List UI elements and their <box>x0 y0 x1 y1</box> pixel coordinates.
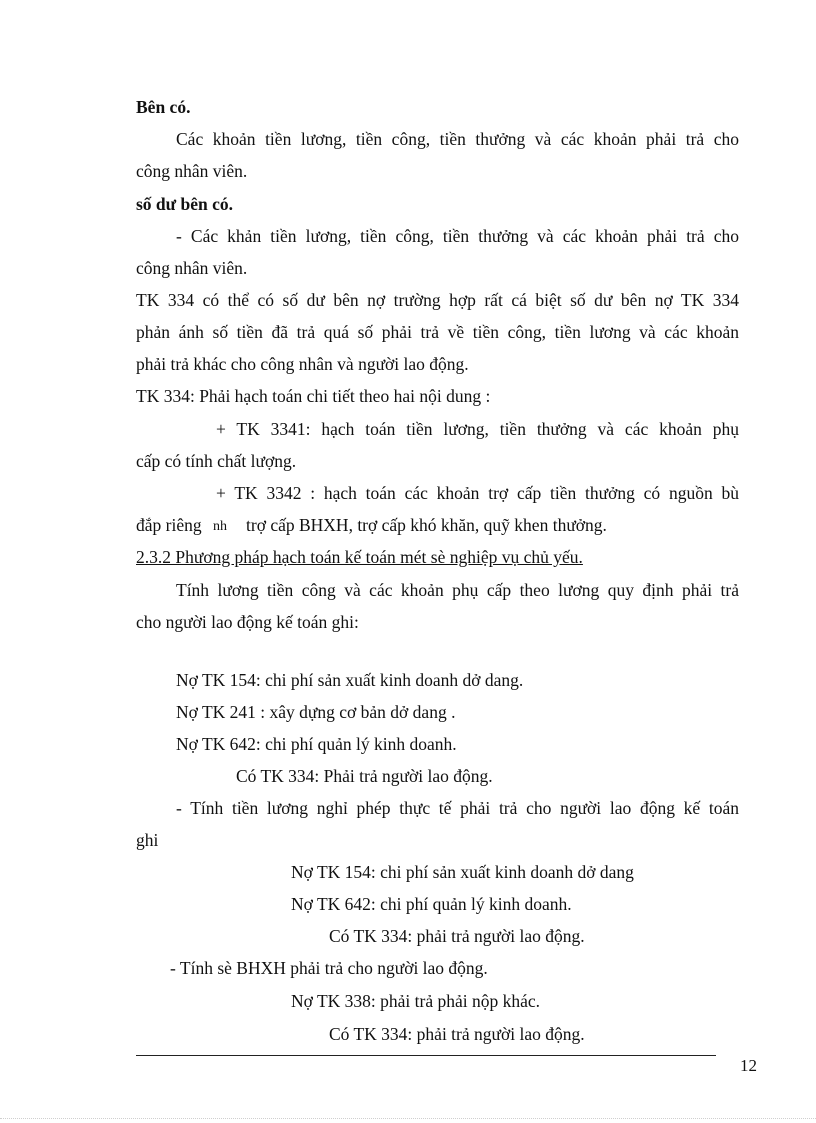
paragraph-line: phải trả khác cho công nhân và người lao động. <box>136 354 469 374</box>
paragraph-line: + TK 3341: hạch toán tiền lương, tiền thưởng và các khoản phụ <box>216 419 739 439</box>
paragraph-line: ghi <box>136 830 159 850</box>
section-heading: 2.3.2 Phương pháp hạch toán kế toán mét sè nghiệp vụ chủ yếu. <box>136 547 583 567</box>
paragraph-line: cấp có tính chất lượng. <box>136 451 297 471</box>
paragraph-line: + TK 3342 : hạch toán các khoản trợ cấp tiền thưởng có nguồn bù <box>216 483 739 503</box>
paragraph-line: - Các khản tiền lương, tiền công, tiền thưởng và các khoản phải trả cho <box>176 226 739 246</box>
entry-line: Có TK 334: phải trả người lao động. <box>329 1024 585 1044</box>
paragraph-line: cho người lao động kế toán ghi: <box>136 612 359 632</box>
paragraph-line: TK 334: Phải hạch toán chi tiết theo hai nội dung : <box>136 386 491 406</box>
paragraph-line: TK 334 có thể có số dư bên nợ trường hợp rất cá biệt số dư bên nợ TK 334 <box>136 290 739 310</box>
entry-line: Nợ TK 642: chi phí quản lý kinh doanh. <box>176 734 457 754</box>
paragraph-line: - Tính sè BHXH phải trả cho người lao động. <box>170 958 488 978</box>
entry-line: Nợ TK 241 : xây dựng cơ bản dở dang . <box>176 702 456 722</box>
paragraph-line: công nhân viên. <box>136 161 248 181</box>
paragraph-line: Tính lương tiền công và các khoản phụ cấp theo lương quy định phải trả <box>176 580 739 600</box>
heading-so-du-ben-co: số dư bên có. <box>136 194 234 214</box>
inline-small-text: nh <box>213 519 227 534</box>
heading-ben-co: Bên có. <box>136 97 191 117</box>
paragraph-line: Các khoản tiền lương, tiền công, tiền thưởng và các khoản phải trả cho <box>176 129 739 149</box>
entry-line: Có TK 334: phải trả người lao động. <box>329 926 585 946</box>
entry-line: Nợ TK 338: phải trả phải nộp khác. <box>291 991 541 1011</box>
paragraph-line: - Tính tiền lương nghỉ phép thực tế phải trả cho người lao động kế toán <box>176 798 739 818</box>
footer-rule <box>136 1055 716 1056</box>
page-bottom-border <box>0 1118 816 1119</box>
paragraph-line: phản ánh số tiền đã trả quá số phải trả về tiền công, tiền lương và các khoản <box>136 322 739 342</box>
paragraph-line: đắp riêng <box>136 515 202 535</box>
entry-line: Nợ TK 154: chi phí sản xuất kinh doanh dở dang. <box>176 670 524 690</box>
entry-line: Nợ TK 154: chi phí sản xuất kinh doanh dở dang <box>291 862 634 882</box>
paragraph-line: công nhân viên. <box>136 258 248 278</box>
page-number: 12 <box>740 1056 757 1075</box>
paragraph-line: trợ cấp BHXH, trợ cấp khó khăn, quỹ khen thưởng. <box>246 515 607 535</box>
entry-line: Có TK 334: Phải trả người lao động. <box>236 766 493 786</box>
entry-line: Nợ TK 642: chi phí quản lý kinh doanh. <box>291 894 572 914</box>
